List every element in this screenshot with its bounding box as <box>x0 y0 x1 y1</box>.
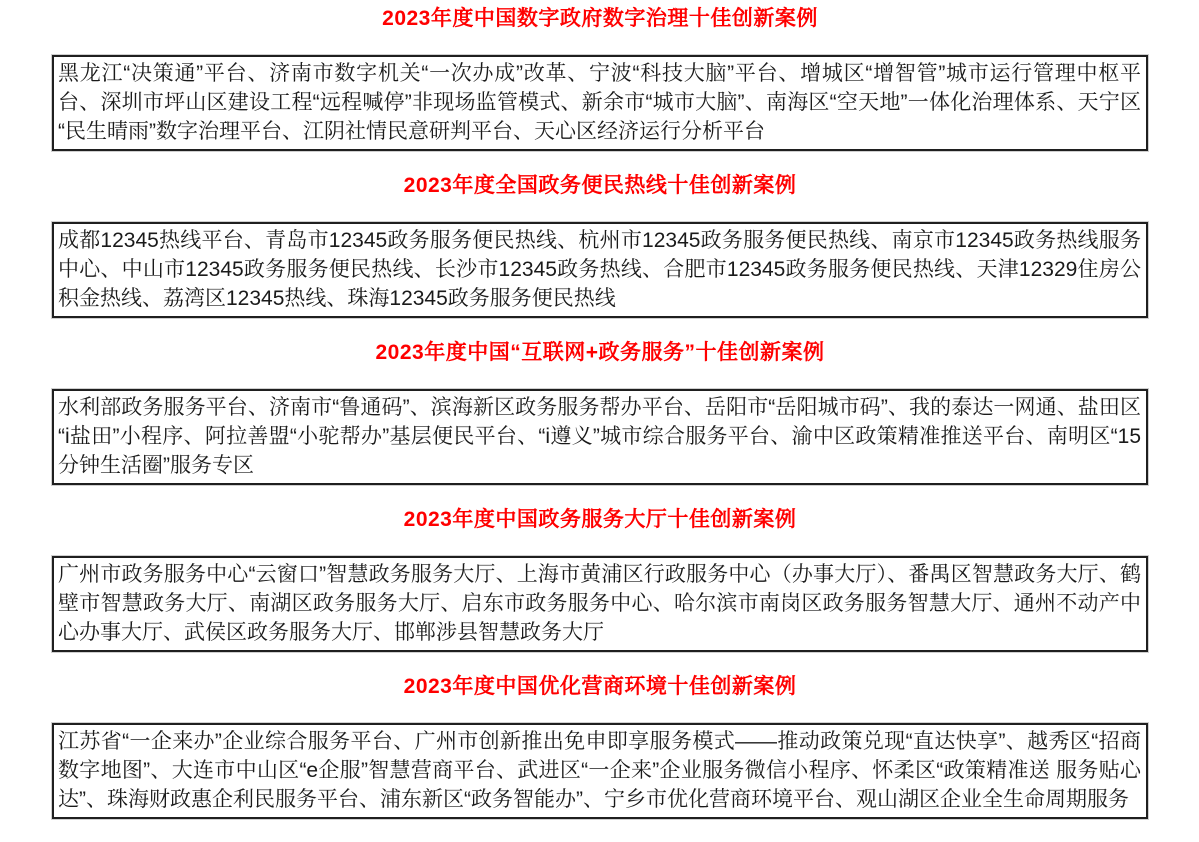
section-internet-plus-services <box>52 342 1148 485</box>
document-content <box>52 8 1148 819</box>
section-hotline <box>52 175 1148 318</box>
section-heading: 2023年度中国“互联网+政务服务”十佳创新案例 <box>375 341 825 364</box>
section-digital-government <box>52 8 1148 151</box>
section-body-box: 黑龙江“决策通”平台、济南市数字机关“一次办成”改革、宁波“科技大脑”平台、增城区“增智管”城市运行管理中枢平台、深圳市坪山区建设工程“远程喊停”非现场监管模式、新余市“城市大脑”、南海区“空天地”一体化治理体系、天宁区“民生晴雨”数字治理平台、江阴社情民意研判平台、天心区经济运行分析平台 <box>52 55 1148 151</box>
section-heading: 2023年度中国政务服务大厅十佳创新案例 <box>403 508 797 531</box>
section-body-box: 成都12345热线平台、青岛市12345政务服务便民热线、杭州市12345政务服务便民热线、南京市12345政务热线服务中心、中山市12345政务服务便民热线、长沙市12345政务热线、合肥市12345政务服务便民热线、天津12329住房公积金热线、荔湾区12345热线、珠海12345政务服务便民热线 <box>52 222 1148 318</box>
section-heading: 2023年度全国政务便民热线十佳创新案例 <box>403 174 797 197</box>
section-body-box: 江苏省“一企来办”企业综合服务平台、广州市创新推出免申即享服务模式——推动政策兑现“直达快享”、越秀区“招商数字地图”、大连市中山区“e企服”智慧营商平台、武进区“一企来”企业服务微信小程序、怀柔区“政策精准送 服务贴心达”、珠海财政惠企利民服务平台、浦东新区“政务智能办”、宁乡市优化营商环境平台、观山湖区企业全生命周期服务 <box>52 723 1148 819</box>
section-business-environment <box>52 676 1148 819</box>
section-service-hall <box>52 509 1148 652</box>
section-body-box: 水利部政务服务平台、济南市“鲁通码”、滨海新区政务服务帮办平台、岳阳市“岳阳城市码”、我的泰达一网通、盐田区“i盐田”小程序、阿拉善盟“小驼帮办”基层便民平台、“i遵义”城市综合服务平台、渝中区政策精准推送平台、南明区“15分钟生活圈”服务专区 <box>52 389 1148 485</box>
section-heading: 2023年度中国数字政府数字治理十佳创新案例 <box>382 7 818 30</box>
section-body-box: 广州市政务服务中心“云窗口”智慧政务服务大厅、上海市黄浦区行政服务中心（办事大厅）、番禺区智慧政务大厅、鹤壁市智慧政务大厅、南湖区政务服务大厅、启东市政务服务中心、哈尔滨市南岗区政务服务智慧大厅、通州不动产中心办事大厅、武侯区政务服务大厅、邯郸涉县智慧政务大厅 <box>52 556 1148 652</box>
section-heading: 2023年度中国优化营商环境十佳创新案例 <box>403 675 797 698</box>
